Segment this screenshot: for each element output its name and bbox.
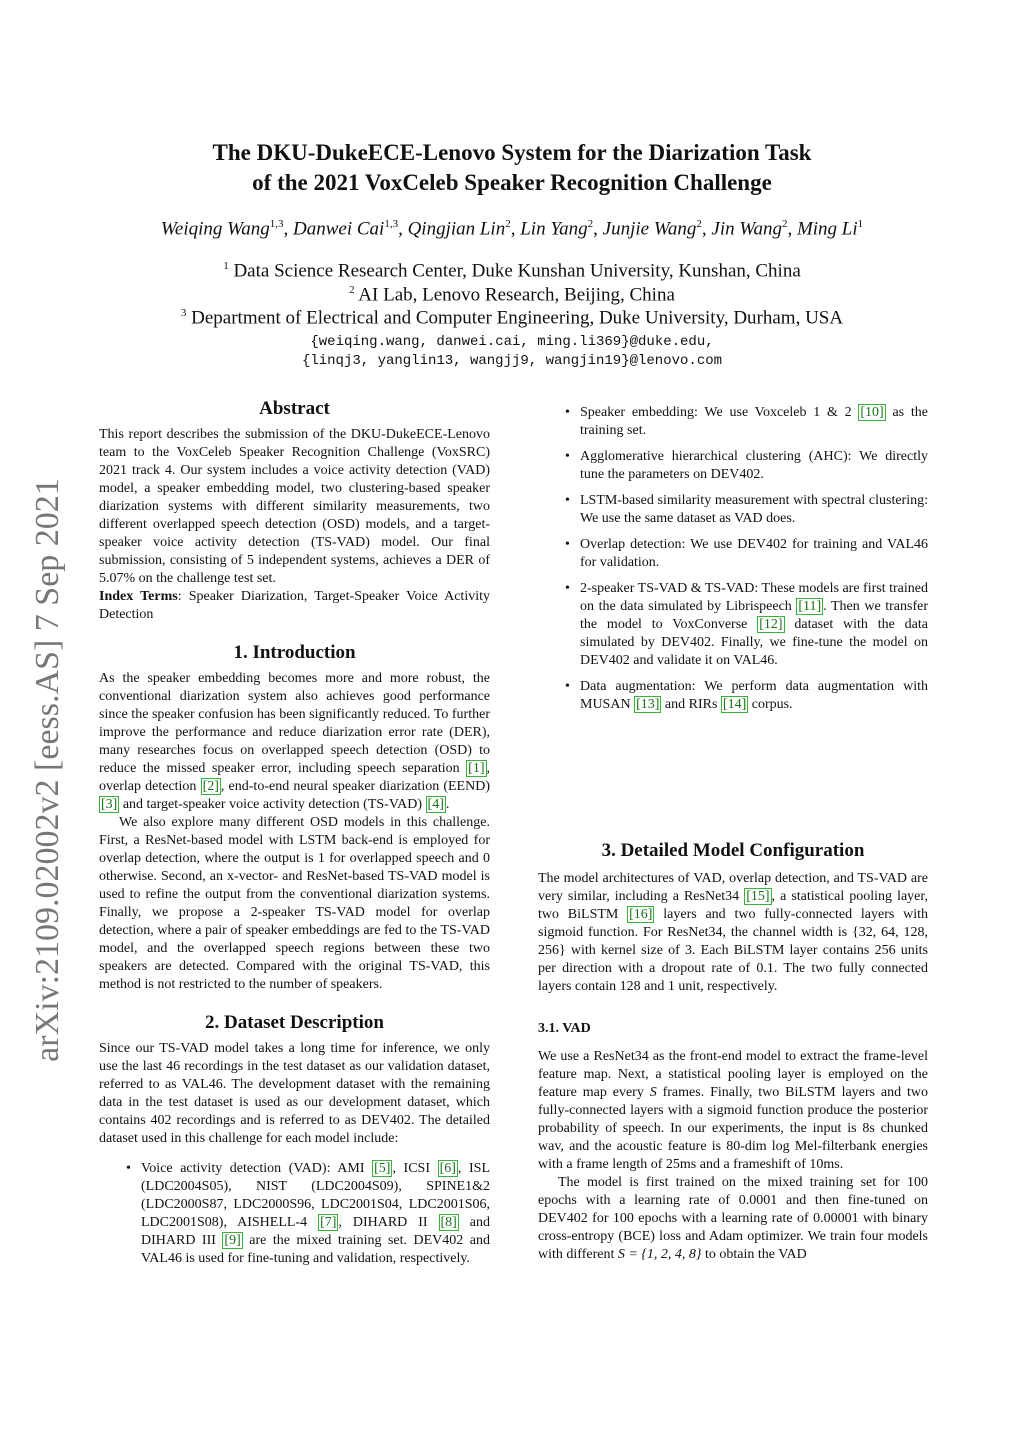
list-text: Speaker embedding: We use Voxceleb 1 & 2 [580,405,859,420]
author: Qingjian Lin [407,218,506,240]
arxiv-id-text: arXiv:2109.02002v2 [eess.AS] 7 Sep 2021 [29,478,66,1062]
list-text: and DIHARD III [141,1215,490,1248]
affiliation [0,284,1024,306]
citation-link[interactable]: [5] [374,1161,391,1176]
list-text: corpus. [748,697,793,712]
citation-link[interactable]: [10] [860,405,884,420]
dataset-list [99,1160,490,1268]
citation-link[interactable]: [15] [746,889,770,904]
affiliation [0,260,1024,282]
author-sup: 2 [696,218,702,230]
citation-link[interactable]: [4] [427,797,444,812]
author: Ming Li [796,218,858,240]
author-sup: 1,3 [269,218,284,230]
email-line: {weiqing.wang, danwei.cai, ming.li369}@duke.edu, [310,334,714,350]
list-item-vad [99,1160,490,1268]
intro-text: . [445,797,450,812]
list-text: 2-speaker TS-VAD & TS-VAD: These models are first trained on the data simulated by Librispeech [580,581,928,614]
list-text: Data augmentation: We perform data augmentation with MUSAN [580,679,928,712]
citation-link[interactable]: [6] [439,1161,456,1176]
list-text: Voice activity detection (VAD): AMI [141,1161,373,1176]
index-terms-text: : Speaker Diarization, Target-Speaker Voice Activity Detection [99,589,490,622]
citation-link[interactable]: [9] [224,1233,241,1248]
dataset-list-continued [538,404,928,714]
title-line-2: of the 2021 VoxCeleb Speaker Recognition Challenge [252,170,772,195]
abstract-text: This report describes the submission of the DKU-DukeECE-Lenovo team to the VoxCeleb Speaker Recognition Challenge (VoxSRC) 2021 track 4. Our system includes a voice activity detection (VAD) model, a speaker embedding model, two clustering-based speaker diarization systems with different similarity measurements, two different overlapped speech detection (OSD) models, and a target-speaker voice activity detection (TS-VAD) model. Our final submission, consisting of 5 independent systems, achieves a DER of 5.07% on the challenge test set. [99,427,490,586]
intro-heading: 1. Introduction [233,642,356,663]
vad-subheading: 3.1. VAD [538,1021,591,1036]
author: Junjie Wang [602,218,697,240]
list-text: . Then we transfer the model to VoxConverse [580,599,928,632]
author-sup: 1 [857,218,864,230]
email-line: {linqj3, yanglin13, wangjj9, wangjin19}@lenovo.com [301,353,723,369]
vad-text: to obtain the VAD [701,1247,807,1262]
list-text: , DIHARD II [338,1215,439,1230]
dataset-paragraph: Since our TS-VAD model takes a long time for inference, we only use the last 46 recordings in the test dataset as our validation dataset, referred to as VAL46. The development dataset with the remaining data in the test dataset is used as our development dataset, which contains 402 recordings and is referred to as DEV402. The detailed dataset used in this challenge for each model include: [99,1041,490,1146]
intro-text: As the speaker embedding becomes more and more robust, the conventional diarization system also achieves good performance since the speaker confusion has been significantly reduced. To further improve the performance and reduce diarization error rate (DER), many researches focus on overlapped speech detection (OSD) to reduce the missed speaker error, including speech separation [99,671,490,776]
citation-link[interactable]: [2] [202,779,219,794]
list-text: as the training set. [580,405,928,438]
vad-text: frames. Finally, two BiLSTM layers and two fully-connected layers with a sigmoid function produce the posterior probability of speech. In our experiments, the input is 8s chunked wav, and the acoustic feature is 80-dim log Mel-filterbank energies with a frame length of 25ms and a frameshift of 10ms. [538,1085,928,1172]
arxiv-identifier [23,450,73,1090]
intro-paragraph [99,670,490,814]
citation-link[interactable]: [1] [468,761,485,776]
citation-link[interactable]: [13] [636,697,660,712]
index-terms [99,588,490,624]
list-text: are the mixed training set. DEV402 and VAL46 is used for fine-tuning and validation, respectively. [141,1233,490,1266]
author-sup: 2 [505,218,511,230]
author-list: Weiqing Wang$^{1,3}$, Danwei Cai$^{1,3}$, Qingjian Lin$^2$, Lin Yang$^2$, Junjie Wang$^2$, Jin Wang$^2$, Ming Li$^1$ [160,218,864,240]
list-item-lstm: • LSTM-based similarity measurement with spectral clustering: We use the same dataset as VAD does. [538,492,928,528]
vad-text: The model is first trained on the mixed training set for 100 epochs with a learning rate of 0.0001 and then fine-tuned on DEV402 for 100 epochs with a learning rate of 0.00001 with binary cross-entropy (BCE) loss and Adam optimizer. We train four models with different [538,1175,928,1262]
author: Lin Yang [520,218,588,240]
intro-paragraph-2: We also explore many different OSD models in this challenge. First, a ResNet-based model with LSTM back-end is employed for overlap detection, where the output is 1 for overlapped speech and 0 otherwise. Second, an x-vector- and ResNet-based TS-VAD model is used to refine the output from the conventional diarization systems. Finally, we propose a 2-speaker TS-VAD model for overlap detection, where a pair of speaker embeddings are fed to the TS-VAD model, and the overlapped speech regions between these two speakers are detected. Compared with the original TS-VAD, this method is not restricted to the number of speakers. [99,815,490,992]
config-text: The model architectures of VAD, overlap detection, and TS-VAD are very similar, including a ResNet34 [538,871,928,904]
citation-link[interactable]: [12] [759,617,783,632]
vad-paragraph [538,1048,928,1174]
right-column [538,404,928,714]
author-sup: 1,3 [384,218,399,230]
vad-paragraph-2 [538,1174,928,1264]
citation-link[interactable]: [3] [101,797,118,812]
author: Jin Wang [711,218,782,240]
math-expression: S = {1, 2, 4, 8} [617,1247,702,1262]
title-line-1: The DKU-DukeECE-Lenovo System for the Diarization Task [212,140,812,165]
dataset-heading: 2. Dataset Description [205,1012,384,1033]
list-item-ahc: • Agglomerative hierarchical clustering (AHC): We directly tune the parameters on DEV402. [538,448,928,484]
list-text: , ICSI [392,1161,438,1176]
citation-link[interactable]: [14] [722,697,747,712]
config-text: layers and two fully-connected layers with sigmoid function. For ResNet34, the channel width is {32, 64, 128, 256} with kernel size of 3. Each BiLSTM layer contains 256 units per direction with a dropout rate of 0.1. The two fully connected layers contain 128 and 1 unit, respectively. [538,907,928,994]
right-column-lower [538,842,928,1264]
list-text: dataset with the data simulated by DEV402. Finally, we fine-tune the model on DEV402 and validate it on VAL46. [580,617,928,668]
intro-text: , overlap detection [99,761,490,794]
math-var: S [649,1085,657,1100]
list-item-overlap: • Overlap detection: We use DEV402 for training and VAL46 for validation. [538,536,928,572]
config-heading: 3. Detailed Model Configuration [601,840,865,861]
vad-text: We use a ResNet34 as the front-end model to extract the frame-level feature map. Next, a statistical pooling layer is employed on the feature map every [538,1049,928,1100]
citation-link[interactable]: [16] [629,907,653,922]
list-text: and RIRs [661,697,721,712]
affiliation-sup: 2 [349,284,355,296]
affiliation-text: Data Science Research Center, Duke Kunshan University, Kunshan, China [233,260,801,282]
abstract-heading: Abstract [259,398,330,419]
left-column [99,400,490,1268]
citation-link[interactable]: [8] [440,1215,457,1230]
affiliation [0,307,1024,329]
list-item-embedding [538,404,928,440]
affiliation-text: AI Lab, Lenovo Research, Beijing, China [358,284,675,306]
list-item-tsvad [538,580,928,670]
intro-text: , end-to-end neural speaker diarization (EEND) [220,779,490,794]
author: Weiqing Wang [160,218,270,240]
intro-text: and target-speaker voice activity detection (TS-VAD) [119,797,426,812]
citation-link[interactable]: [11] [798,599,822,614]
author: Danwei Cai [293,218,385,240]
affiliation-text: Department of Electrical and Computer Engineering, Duke University, Durham, USA [191,307,844,329]
paper-title [0,138,1024,198]
affiliation-sup: 3 [180,307,187,319]
citation-link[interactable]: [7] [320,1215,337,1230]
affiliation-sup: 1 [223,260,229,272]
config-paragraph [538,870,928,996]
list-item-augmentation [538,678,928,714]
index-terms-label: Index Terms [99,589,178,604]
author-sup: 2 [781,218,788,230]
list-text: , ISL (LDC2004S05), NIST (LDC2004S09), SPINE1&2 (LDC2000S87, LDC2000S96, LDC2001S04, LDC2001S06, LDC2001S08), AISHELL-4 [141,1161,491,1230]
author-sup: 2 [587,218,594,230]
config-text: , a statistical pooling layer, two BiLSTM [538,889,928,922]
